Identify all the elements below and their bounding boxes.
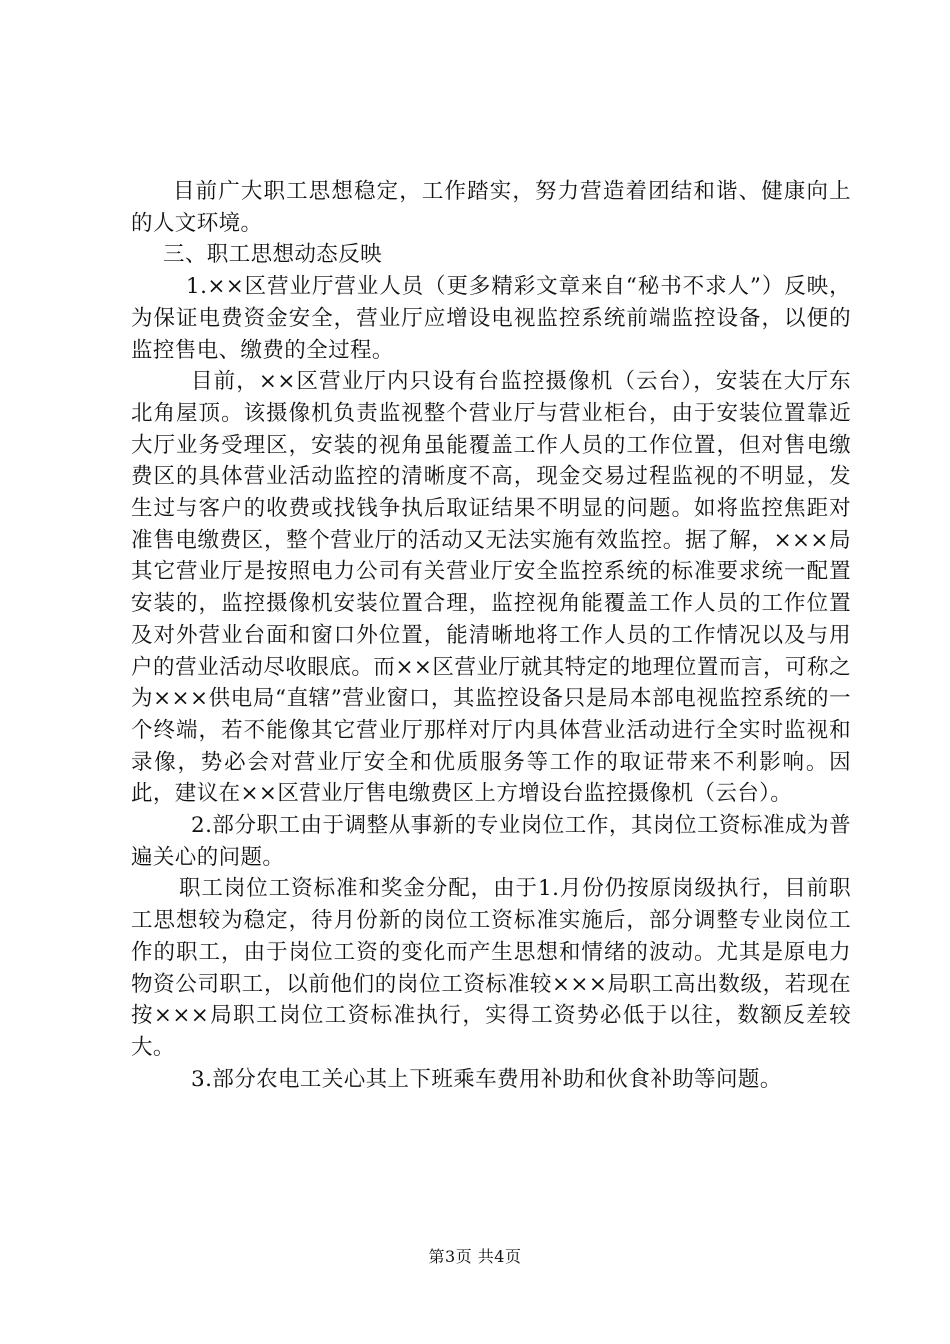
section-heading: 三、职工思想动态反映 (163, 242, 383, 268)
paragraph-item-3: 3.部分农电工关心其上下班乘车费用补助和伙食补助等问题。 (191, 1066, 782, 1092)
paragraph-item-2-detail: 职工岗位工资标准和奖金分配，由于1.月份仍按原岗级执行，目前职工思想较为稳定，待月份新的岗位工资标准实施后，部分调整专业岗位工作的职工，由于岗位工资的变化而产生思想和情绪的波动。尤其是原电力物资公司职工，以前他们的岗位工资标准较×××局职工高出数级，若现在按×××局职工岗位工资标准执行，实得工资势必低于以往，数额反差较大。 (131, 876, 851, 1060)
document-body (131, 176, 851, 1095)
paragraph-intro: 目前广大职工思想稳定，工作踏实，努力营造着团结和谐、健康向上的人文环境。 (131, 179, 851, 236)
page-footer: 第3页 共4页 (428, 1247, 522, 1266)
paragraph-item-1: 1.××区营业厅营业人员（更多精彩文章来自“秘书不求人”）反映，为保证电费资金安全，营业厅应增设电视监控系统前端监控设备，以便的监控售电、缴费的全过程。 (131, 274, 851, 363)
paragraph-item-1-detail: 目前，××区营业厅内只设有台监控摄像机（云台），安装在大厅东北角屋顶。该摄像机负责监视整个营业厅与营业柜台，由于安装位置靠近大厅业务受理区，安装的视角虽能覆盖工作人员的工作位置，但对售电缴费区的具体营业活动监控的清晰度不高，现金交易过程监视的不明显，发生过与客户的收费或找钱争执后取证结果不明显的问题。如将监控焦距对准售电缴费区，整个营业厅的活动又无法实施有效监控。据了解，×××局其它营业厅是按照电力公司有关营业厅安全监控系统的标准要求统一配置安装的，监控摄像机安装位置合理，监控视角能覆盖工作人员的工作位置及对外营业台面和窗口外位置，能清晰地将工作人员的工作情况以及与用户的营业活动尽收眼底。而××区营业厅就其特定的地理位置而言，可称之为×××供电局“直辖”营业窗口，其监控设备只是局本部电视监控系统的一个终端，若不能像其它营业厅那样对厅内具体营业活动进行全实时监视和录像，势必会对营业厅安全和优质服务等工作的取证带来不利影响。因此，建议在××区营业厅售电缴费区上方增设台监控摄像机（云台）。 (131, 369, 851, 807)
paragraph-item-2: 2.部分职工由于调整从事新的专业岗位工作，其岗位工资标准成为普遍关心的问题。 (131, 813, 851, 870)
